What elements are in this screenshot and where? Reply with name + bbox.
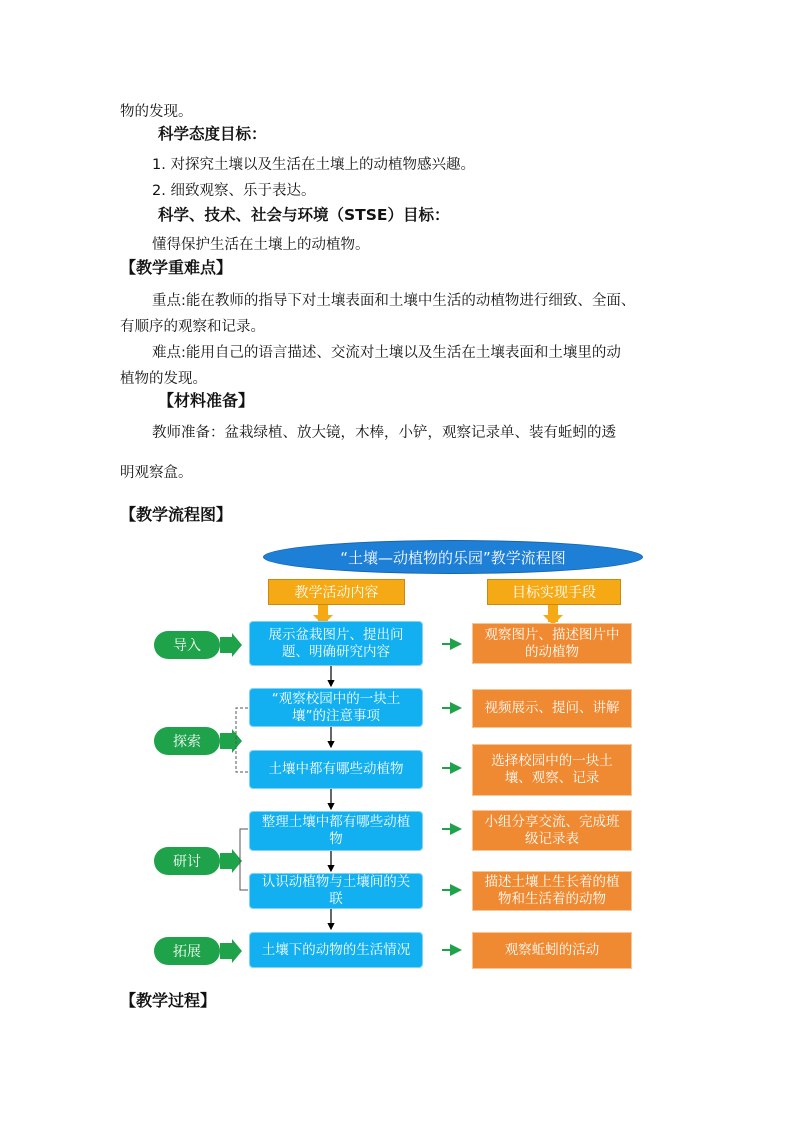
means-box: 观察蚯蚓的活动 (472, 932, 632, 969)
difficulty-text: 植物的发现。 (120, 371, 207, 387)
means-box: 视频展示、提问、讲解 (472, 689, 632, 728)
activity-box: 土壤中都有哪些动植物 (249, 750, 423, 789)
means-box: 观察图片、描述图片中的动植物 (472, 623, 632, 664)
key-points-heading: 【教学重难点】 (120, 258, 233, 277)
means-column-header: 目标实现手段 (487, 579, 621, 605)
flowchart-heading: 【教学流程图】 (120, 505, 233, 524)
attitude-item-2: 2. 细致观察、乐于表达。 (152, 183, 316, 199)
materials-text: 明观察盒。 (120, 465, 193, 481)
key-point-text: 有顺序的观察和记录。 (120, 319, 265, 335)
key-point-text: 重点:能在教师的指导下对土壤表面和土壤中生活的动植物进行细致、全面、 (152, 293, 636, 309)
difficulty-text: 难点:能用自己的语言描述、交流对土壤以及生活在土壤表面和土壤里的动 (152, 345, 621, 361)
stage-extend: 拓展 (154, 937, 220, 965)
text-line: 物的发现。 (120, 104, 193, 120)
activity-box: 认识动植物与土壤间的关联 (249, 873, 423, 909)
attitude-heading: 科学态度目标： (158, 125, 267, 143)
materials-text: 教师准备：盆栽绿植、放大镜，木棒，小铲，观察记录单、装有蚯蚓的透 (152, 425, 616, 441)
stse-heading: 科学、技术、社会与环境（STSE）目标： (158, 206, 450, 224)
stage-explore: 探索 (154, 727, 220, 755)
stage-discuss: 研讨 (154, 847, 220, 875)
activity-box: 展示盆栽图片、提出问题、明确研究内容 (249, 621, 423, 666)
attitude-item-1: 1. 对探究土壤以及生活在土壤上的动植物感兴趣。 (152, 157, 475, 173)
activity-box: 整理土壤中都有哪些动植物 (249, 811, 423, 851)
flowchart-title: “土壤—动植物的乐园”教学流程图 (263, 540, 643, 574)
activity-box: 土壤下的动物的生活情况 (249, 932, 423, 968)
means-box: 选择校园中的一块土壤、观察、记录 (472, 744, 632, 796)
materials-heading: 【材料准备】 (158, 391, 255, 410)
activity-box: “观察校园中的一块土壤”的注意事项 (249, 688, 423, 727)
activity-column-header: 教学活动内容 (268, 579, 405, 605)
means-box: 小组分享交流、完成班级记录表 (472, 810, 632, 851)
stse-body: 懂得保护生活在土壤上的动植物。 (152, 237, 370, 253)
stage-intro: 导入 (154, 631, 220, 659)
means-box: 描述土壤上生长着的植物和生活着的动物 (472, 871, 632, 911)
process-heading: 【教学过程】 (120, 991, 217, 1010)
